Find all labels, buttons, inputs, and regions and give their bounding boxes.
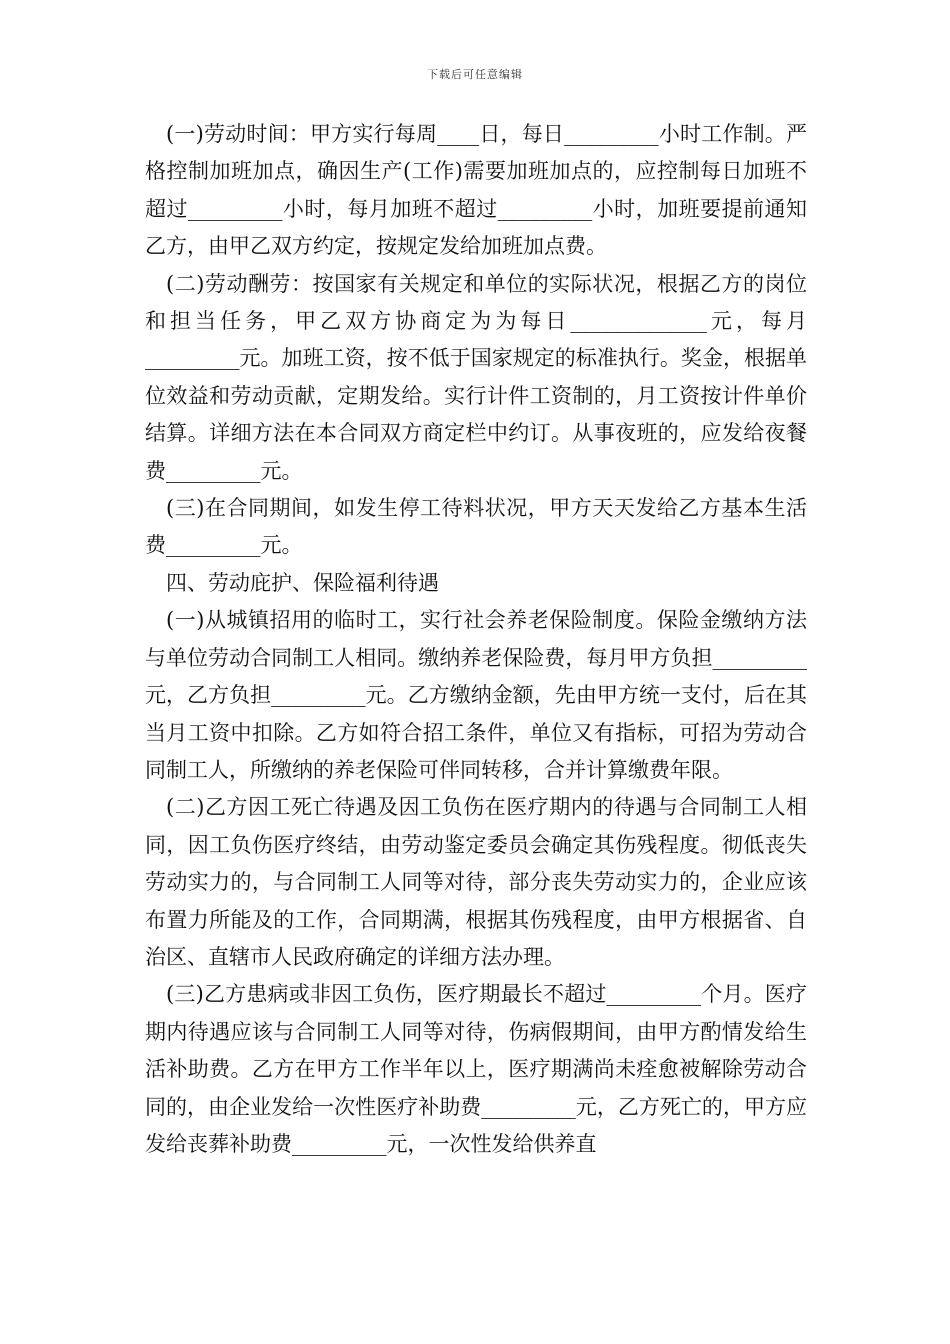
paragraph-remuneration: (二)劳动酬劳：按国家有关规定和单位的实际状况，根据乙方的岗位和担当任务，甲乙双方协商定为为每日_____________元，每月_________元。加班工资，按不低于国家规定的标准执行。奖金，根据单位效益和劳动贡献，定期发给。实行计件工资制的，月工资按计件单价结算。详细方法在本合同双方商定栏中约订。从事夜班的，应发给夜餐费_________元。 — [145, 271, 807, 483]
paragraph-work-injury: (二)乙方因工死亡待遇及因工负伤在医疗期内的待遇与合同制工人相同，因工负伤医疗终结，由劳动鉴定委员会确定其伤残程度。彻低丧失劳动实力的，与合同制工人同等对待，部分丧失劳动实力的，企业应该布置力所能及的工作，合同期满，根据其伤残程度，由甲方根据省、自治区、直辖市人民政府确定的详细方法办理。 — [145, 795, 807, 969]
section-heading-protection-insurance: 四、劳动庇护、保险福利待遇 — [166, 570, 439, 595]
paragraph-pension-insurance: (一)从城镇招用的临时工，实行社会养老保险制度。保险金缴纳方法与单位劳动合同制工人相同。缴纳养老保险费，每月甲方负担_________元，乙方负担_________元。乙方缴纳金额，先由甲方统一支付，后在其当月工资中扣除。乙方如符合招工条件，单位又有指标，可招为劳动合同制工人，所缴纳的养老保险可伴同转移，合并计算缴费年限。 — [145, 608, 807, 782]
page-header: 下载后可任意编辑 — [427, 68, 523, 81]
document-body — [145, 116, 807, 1163]
paragraph-working-hours: (一)劳动时间：甲方实行每周____日，每日_________小时工作制。严格控制加班加点，确因生产(工作)需要加班加点的，应控制每日加班不超过_________小时，每月加班不超过_________小时，加班要提前通知乙方，由甲乙双方约定，按规定发给加班加点费。 — [145, 122, 807, 259]
paragraph-work-stoppage: (三)在合同期间，如发生停工待料状况，甲方天天发给乙方基本生活费_________元。 — [145, 496, 807, 558]
paragraph-illness-benefits: (三)乙方患病或非因工负伤，医疗期最长不超过_________个月。医疗期内待遇应该与合同制工人同等对待，伤病假期间，由甲方酌情发给生活补助费。乙方在甲方工作半年以上，医疗期满尚未痊愈被解除劳动合同的，由企业发给一次性医疗补助费_________元，乙方死亡的，甲方应发给丧葬补助费_________元，一次性发给供养直 — [145, 982, 807, 1156]
